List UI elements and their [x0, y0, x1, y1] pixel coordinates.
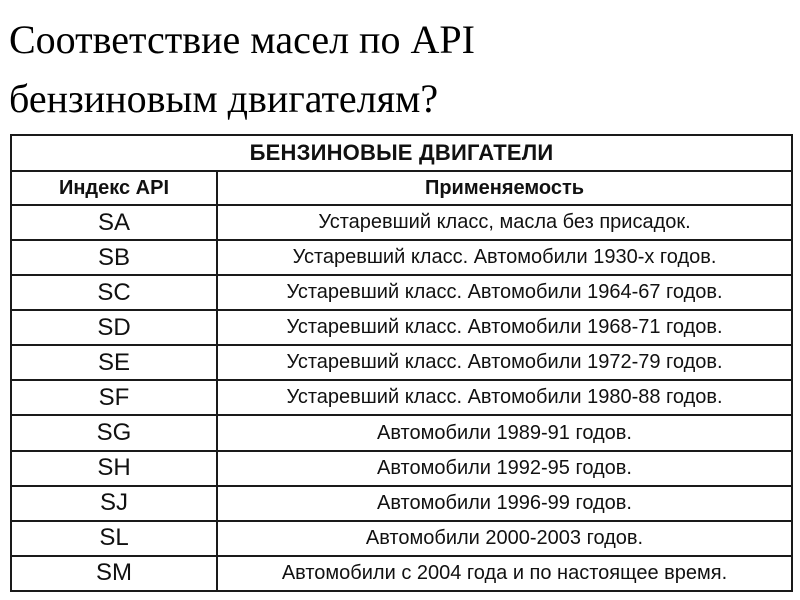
- table-row: [11, 345, 792, 380]
- table-row: [11, 486, 792, 521]
- api-index-cell: SA: [11, 205, 217, 240]
- slide-title-line-2: бензиновым двигателям?: [9, 76, 439, 121]
- table-row: [11, 275, 792, 310]
- usage-cell: Автомобили 2000-2003 годов.: [217, 521, 792, 556]
- api-index-cell: SF: [11, 380, 217, 415]
- api-index-cell: SB: [11, 240, 217, 275]
- usage-cell: Устаревший класс. Автомобили 1930-х годов.: [217, 240, 792, 275]
- usage-cell: Устаревший класс. Автомобили 1980-88 годов.: [217, 380, 792, 415]
- api-index-cell: SE: [11, 345, 217, 380]
- api-index-cell: SG: [11, 415, 217, 450]
- usage-cell: Устаревший класс. Автомобили 1964-67 годов.: [217, 275, 792, 310]
- table-row: [11, 415, 792, 450]
- table-caption-row: [11, 135, 792, 171]
- table-row: [11, 556, 792, 591]
- table-row: [11, 521, 792, 556]
- header-api-index: Индекс API: [11, 171, 217, 205]
- api-index-cell: SJ: [11, 486, 217, 521]
- api-index-cell: SM: [11, 556, 217, 591]
- api-oil-table: [10, 134, 793, 592]
- table-row: [11, 310, 792, 345]
- usage-cell: Устаревший класс, масла без присадок.: [217, 205, 792, 240]
- header-usage: Применяемость: [217, 171, 792, 205]
- usage-cell: Автомобили 1989-91 годов.: [217, 415, 792, 450]
- api-oil-table-container: [10, 134, 791, 592]
- table-row: [11, 451, 792, 486]
- slide-title-line-1: Соответствие масел по API: [9, 17, 475, 62]
- table-caption: БЕНЗИНОВЫЕ ДВИГАТЕЛИ: [11, 135, 792, 171]
- api-index-cell: SC: [11, 275, 217, 310]
- api-index-cell: SD: [11, 310, 217, 345]
- usage-cell: Автомобили 1996-99 годов.: [217, 486, 792, 521]
- api-index-cell: SH: [11, 451, 217, 486]
- usage-cell: Устаревший класс. Автомобили 1972-79 годов.: [217, 345, 792, 380]
- table-header-row: [11, 171, 792, 205]
- api-index-cell: SL: [11, 521, 217, 556]
- usage-cell: Автомобили с 2004 года и по настоящее время.: [217, 556, 792, 591]
- slide-title: [9, 10, 789, 128]
- table-row: [11, 205, 792, 240]
- table-row: [11, 380, 792, 415]
- usage-cell: Устаревший класс. Автомобили 1968-71 годов.: [217, 310, 792, 345]
- table-row: [11, 240, 792, 275]
- usage-cell: Автомобили 1992-95 годов.: [217, 451, 792, 486]
